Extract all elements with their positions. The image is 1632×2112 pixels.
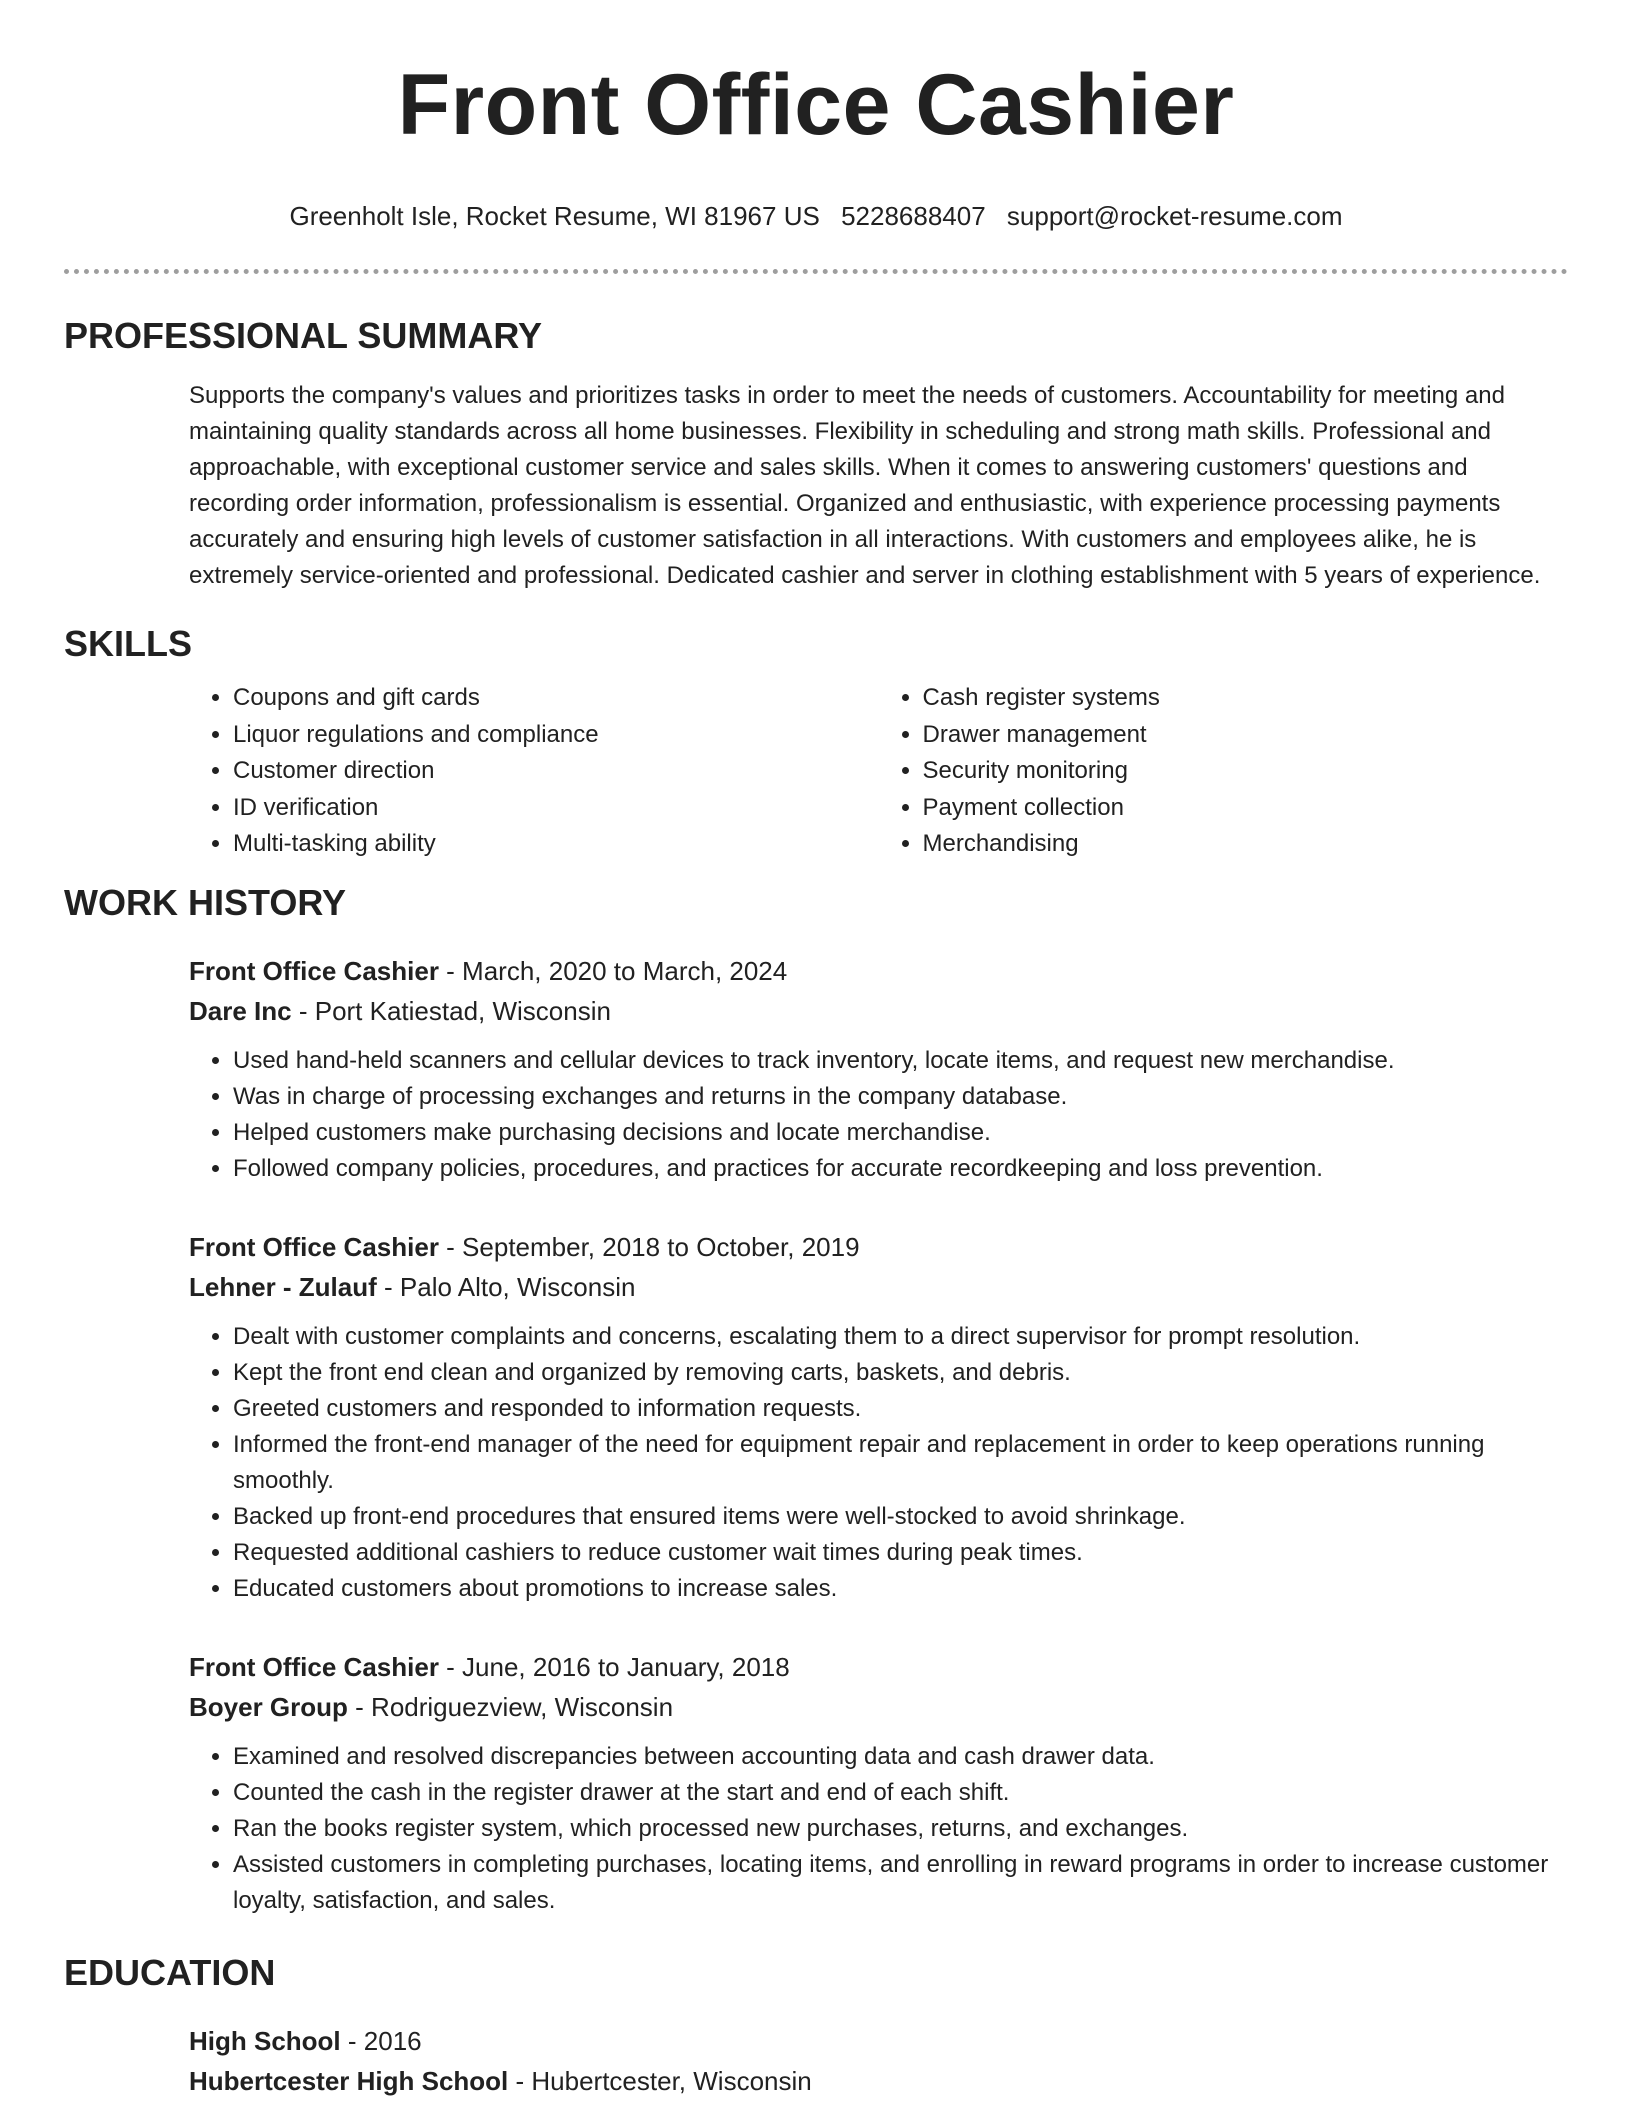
job-company: Dare Inc (189, 995, 292, 1026)
job-entry (189, 1647, 1568, 1919)
job-title-line (189, 1227, 1568, 1267)
education-year: - 2016 (347, 2025, 422, 2056)
skill-item: • Drawer management (923, 717, 1569, 754)
skills-column-left (189, 680, 879, 863)
job-duty: • Helped customers make purchasing decisions and locate merchandise. (233, 1115, 1568, 1151)
skill-item: • Cash register systems (923, 680, 1569, 717)
resume-header (0, 0, 1632, 232)
job-location: - Palo Alto, Wisconsin (384, 1271, 636, 1302)
skill-item: • Liquor regulations and compliance (233, 717, 879, 754)
education-degree: High School (189, 2025, 341, 2056)
job-duties-list (189, 1043, 1568, 1187)
job-duty: • Ran the books register system, which processed new purchases, returns, and exchanges. (233, 1811, 1568, 1847)
skill-item: • Multi-tasking ability (233, 826, 879, 863)
education-degree-line (189, 2021, 1568, 2061)
job-position: Front Office Cashier (189, 955, 439, 986)
job-company: Boyer Group (189, 1691, 348, 1722)
job-duty: • Counted the cash in the register drawer at the start and end of each shift. (233, 1775, 1568, 1811)
contact-line (0, 200, 1632, 232)
professional-summary-section (64, 314, 1568, 594)
summary-text: Supports the company's values and prioritizes tasks in order to meet the needs of customers. Accountability for meeting and maintaining quality standards across all home businesses. Flexibility in scheduling and strong math skills. Professional and approachable, with exceptional customer service and sales skills. When it comes to answering customers' questions and recording order information, professionalism is essential. Organized and enthusiastic, with experience processing payments accurately and ensuring high levels of customer satisfaction in all interactions. With customers and employees alike, he is extremely service-oriented and professional. Dedicated cashier and server in clothing establishment with 5 years of experience. (189, 382, 1541, 589)
job-duty: • Used hand-held scanners and cellular devices to track inventory, locate items, and request new merchandise. (233, 1043, 1568, 1079)
job-duties-list (189, 1319, 1568, 1607)
job-dates: - September, 2018 to October, 2019 (446, 1231, 860, 1262)
skill-item: • ID verification (233, 790, 879, 827)
email: support@rocket-resume.com (1006, 201, 1343, 231)
skill-item: • Customer direction (233, 753, 879, 790)
section-title-work-history: WORK HISTORY (64, 881, 347, 923)
job-company: Lehner - Zulauf (189, 1271, 377, 1302)
education-school-line (189, 2061, 1568, 2101)
job-duty: • Examined and resolved discrepancies between accounting data and cash drawer data. (233, 1739, 1568, 1775)
job-title-line (189, 1647, 1568, 1687)
job-duty: • Kept the front end clean and organized by removing carts, baskets, and debris. (233, 1355, 1568, 1391)
education-entry (189, 2021, 1568, 2101)
job-duty: • Requested additional cashiers to reduce customer wait times during peak times. (233, 1535, 1568, 1571)
job-duty: • Dealt with customer complaints and concerns, escalating them to a direct supervisor for prompt resolution. (233, 1319, 1568, 1355)
section-title-education: EDUCATION (64, 1951, 276, 1993)
job-location: - Rodriguezview, Wisconsin (355, 1691, 674, 1722)
skill-item: • Merchandising (923, 826, 1569, 863)
job-duty: • Educated customers about promotions to increase sales. (233, 1571, 1568, 1607)
work-history-section (64, 881, 1568, 1919)
phone: 5228688407 (841, 201, 986, 231)
job-location: - Port Katiestad, Wisconsin (298, 995, 611, 1026)
skill-item: • Coupons and gift cards (233, 680, 879, 717)
education-school: Hubertcester High School (189, 2065, 509, 2096)
candidate-name: Front Office Cashier (397, 57, 1235, 153)
skills-section (64, 622, 1568, 863)
job-duties-list (189, 1739, 1568, 1919)
job-duty: • Was in charge of processing exchanges and returns in the company database. (233, 1079, 1568, 1115)
job-title-line (189, 951, 1568, 991)
job-dates: - June, 2016 to January, 2018 (446, 1651, 790, 1682)
skills-grid (189, 680, 1568, 863)
job-entry (189, 951, 1568, 1187)
skills-column-right (879, 680, 1569, 863)
job-duty: • Greeted customers and responded to information requests. (233, 1391, 1568, 1427)
job-company-line (189, 1267, 1568, 1307)
section-title-skills: SKILLS (64, 623, 193, 664)
job-position: Front Office Cashier (189, 1651, 439, 1682)
skill-item: • Payment collection (923, 790, 1569, 827)
job-duty: • Assisted customers in completing purchases, locating items, and enrolling in reward programs in order to increase customer loyalty, satisfaction, and sales. (233, 1847, 1568, 1919)
address: Greenholt Isle, Rocket Resume, WI 81967 US (289, 201, 820, 231)
job-duty: • Followed company policies, procedures, and practices for accurate recordkeeping and loss prevention. (233, 1151, 1568, 1187)
skill-item: • Security monitoring (923, 753, 1569, 790)
job-company-line (189, 1687, 1568, 1727)
job-company-line (189, 991, 1568, 1031)
job-entry (189, 1227, 1568, 1607)
job-position: Front Office Cashier (189, 1231, 439, 1262)
job-duty: • Informed the front-end manager of the need for equipment repair and replacement in order to keep operations running smoothly. (233, 1427, 1568, 1499)
job-duty: • Backed up front-end procedures that ensured items were well-stocked to avoid shrinkage. (233, 1499, 1568, 1535)
education-location: - Hubertcester, Wisconsin (515, 2065, 812, 2096)
education-section (64, 1951, 1568, 2101)
section-title-summary: PROFESSIONAL SUMMARY (64, 315, 543, 356)
header-divider (64, 269, 1568, 274)
job-dates: - March, 2020 to March, 2024 (446, 955, 788, 986)
